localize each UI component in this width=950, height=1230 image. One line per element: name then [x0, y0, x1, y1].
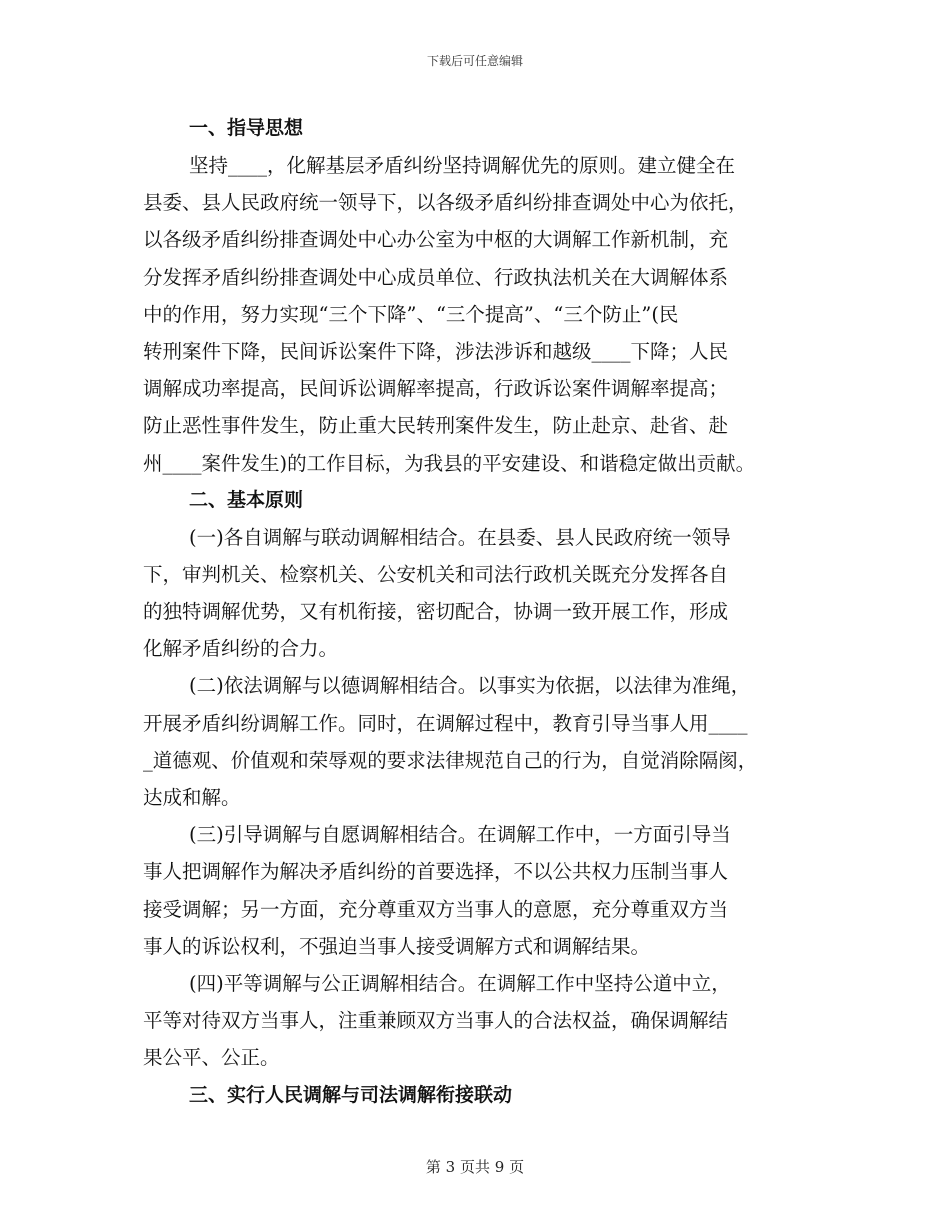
text-line: 的独特调解优势，又有机衔接，密切配合，协调一致开展工作，形成 — [143, 600, 729, 624]
section-heading-2: 二、基本原则 — [189, 488, 304, 511]
text-line: 县委、县人民政府统一领导下，以各级矛盾纠纷排查调处中心为依托， — [143, 191, 748, 215]
principle-paragraph-3 — [143, 816, 823, 965]
text-line: 调解成功率提高，民间诉讼调解率提高，行政诉讼案件调解率提高； — [143, 377, 729, 401]
section-heading-3: 三、实行人民调解与司法调解衔接联动 — [189, 1083, 513, 1106]
text-line: 接受调解；另一方面，充分尊重双方当事人的意愿，充分尊重双方当 — [143, 897, 729, 921]
text-line: (二)依法调解与以德调解相结合。以事实为依据，以法律为准绳， — [189, 674, 751, 698]
principle-paragraph-1 — [143, 519, 823, 668]
text-line: 下，审判机关、检察机关、公安机关和司法行政机关既充分发挥各自 — [143, 562, 729, 586]
section-1-paragraph — [143, 147, 823, 482]
text-line: 中的作用，努力实现“三个下降”、“三个提高”、“三个防止”(民 — [143, 302, 679, 326]
text-line: 达成和解。 — [143, 786, 241, 809]
text-line: 化解矛盾纠纷的合力。 — [143, 637, 339, 661]
section-heading-1: 一、指导思想 — [189, 117, 304, 139]
text-line: 坚持____，化解基层矛盾纠纷坚持调解优先的原则。建立健全在 — [189, 154, 736, 177]
text-line: (三)引导调解与自愿调解相结合。在调解工作中，一方面引导当 — [189, 823, 731, 847]
text-line: 防止恶性事件发生，防止重大民转刑案件发生，防止赴京、赴省、赴 — [143, 414, 729, 438]
principle-paragraph-4 — [143, 965, 823, 1077]
text-line: 事人的诉讼权利，不强迫当事人接受调解方式和调解结果。 — [143, 934, 651, 958]
text-line: 州____案件发生)的工作目标，为我县的平安建设、和谐稳定做出贡献。 — [143, 451, 756, 475]
text-line: 以各级矛盾纠纷排查调处中心办公室为中枢的大调解工作新机制，充 — [143, 228, 729, 252]
document-body — [143, 110, 823, 1114]
text-line: 平等对待双方当事人，注重兼顾双方当事人的合法权益，确保调解结 — [143, 1009, 729, 1033]
text-line: (四)平等调解与公正调解相结合。在调解工作中坚持公道中立， — [189, 971, 731, 995]
text-line: 开展矛盾纠纷调解工作。同时，在调解过程中，教育引导当事人用____ — [143, 711, 748, 735]
page-number: 第 3 页共 9 页 — [425, 1158, 525, 1176]
text-line: (一)各自调解与联动调解相结合。在县委、县人民政府统一领导 — [189, 525, 731, 549]
text-line: 事人把调解作为解决矛盾纠纷的首要选择，不以公共权力压制当事人 — [143, 860, 729, 884]
text-line: _道德观、价值观和荣辱观的要求法律规范自己的行为，自觉消除隔阂， — [143, 748, 758, 772]
text-line: 转刑案件下降，民间诉讼案件下降，涉法涉诉和越级____下降；人民 — [143, 339, 729, 363]
principle-paragraph-2 — [143, 667, 823, 816]
text-line: 分发挥矛盾纠纷排查调处中心成员单位、行政执法机关在大调解体系 — [143, 265, 729, 289]
page-header: 下载后可任意编辑 — [426, 54, 523, 68]
text-line: 果公平、公正。 — [143, 1046, 280, 1070]
